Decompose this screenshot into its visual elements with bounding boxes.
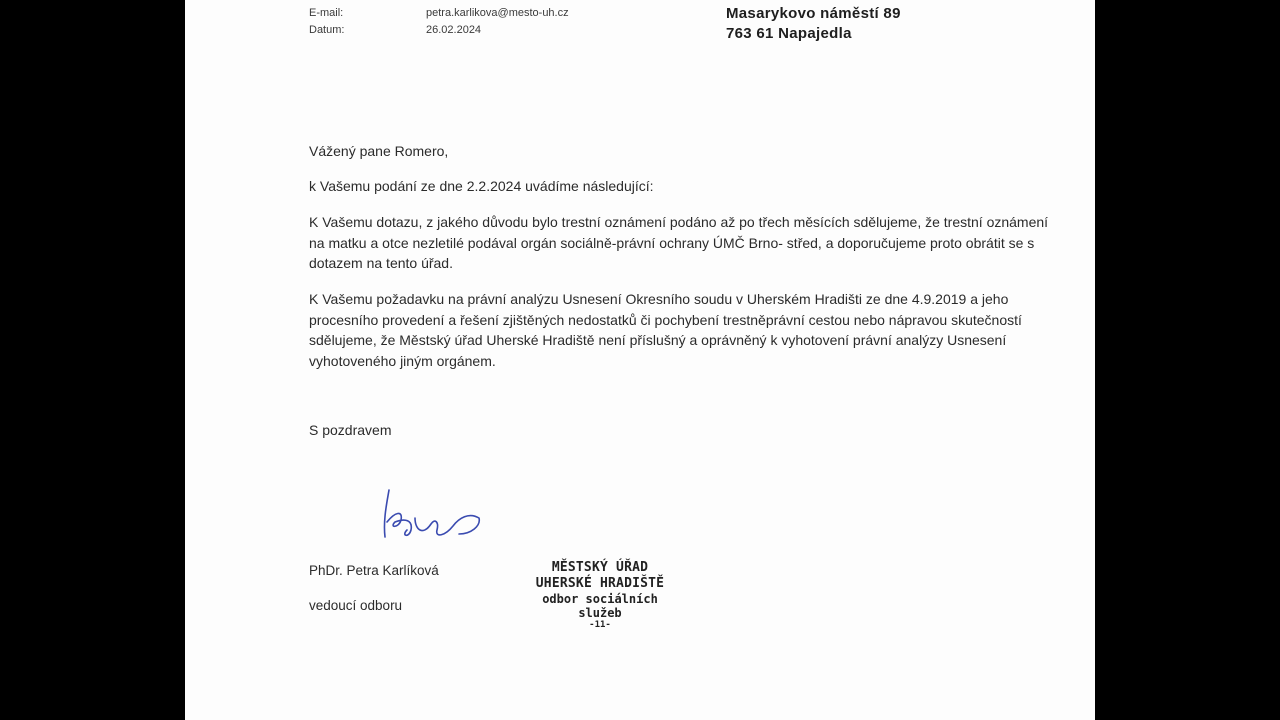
email-value: petra.karlikova@mesto-uh.cz [426, 7, 569, 19]
letter-page [185, 0, 1095, 720]
stamp-line-1: MĚSTSKÝ ÚŘAD [551, 560, 649, 575]
signatory-role: vedoucí odboru [309, 598, 403, 613]
date-row [309, 24, 609, 38]
email-label: E-mail: [309, 7, 344, 19]
paragraph-2: K Vašemu požadavku na právní analýzu Usnesení Okresního soudu v Uherském Hradišti ze dne 4.9.2019 a jeho procesního provedení a řešení zjištěných nedostatků či pochybení trestněprávní cestou nebo nápravou skutečností sdělujeme, že Městský úřad Uherské Hradiště není příslušný a oprávněný k vyhotovení právní analýzy Usnesení vyhotoveného jiným orgánem. [309, 291, 1022, 369]
stamp-line-2: UHERSKÉ HRADIŠTĚ [535, 576, 665, 591]
recipient-street: Masarykovo náměstí 89 [726, 5, 901, 22]
stamp-line-5: -11- [589, 620, 611, 630]
handwritten-signature [375, 482, 485, 547]
recipient-city: 763 61 Napajedla [726, 25, 852, 42]
email-row [309, 7, 609, 21]
intro-line: k Vašemu podání ze dne 2.2.2024 uvádíme následující: [309, 178, 654, 194]
signatory-name: PhDr. Petra Karlíková [309, 563, 439, 578]
date-value: 26.02.2024 [426, 24, 482, 36]
salutation: Vážený pane Romero, [309, 143, 449, 159]
paragraph-1: K Vašemu dotazu, z jakého důvodu bylo trestní oznámení podáno až po třech měsících sdělujeme, že trestní oznámení na matku a otce nezletilé podával orgán sociálně-právní ochrany ÚMČ Brno- střed, a doporučujeme proto obrátit se s dotazem na tento úřad. [309, 214, 1049, 271]
stamp-line-4: služeb [578, 606, 622, 620]
closing: S pozdravem [309, 422, 392, 438]
stamp-line-3: odbor sociálních [542, 592, 658, 606]
office-stamp [515, 560, 685, 631]
date-label: Datum: [309, 24, 345, 36]
